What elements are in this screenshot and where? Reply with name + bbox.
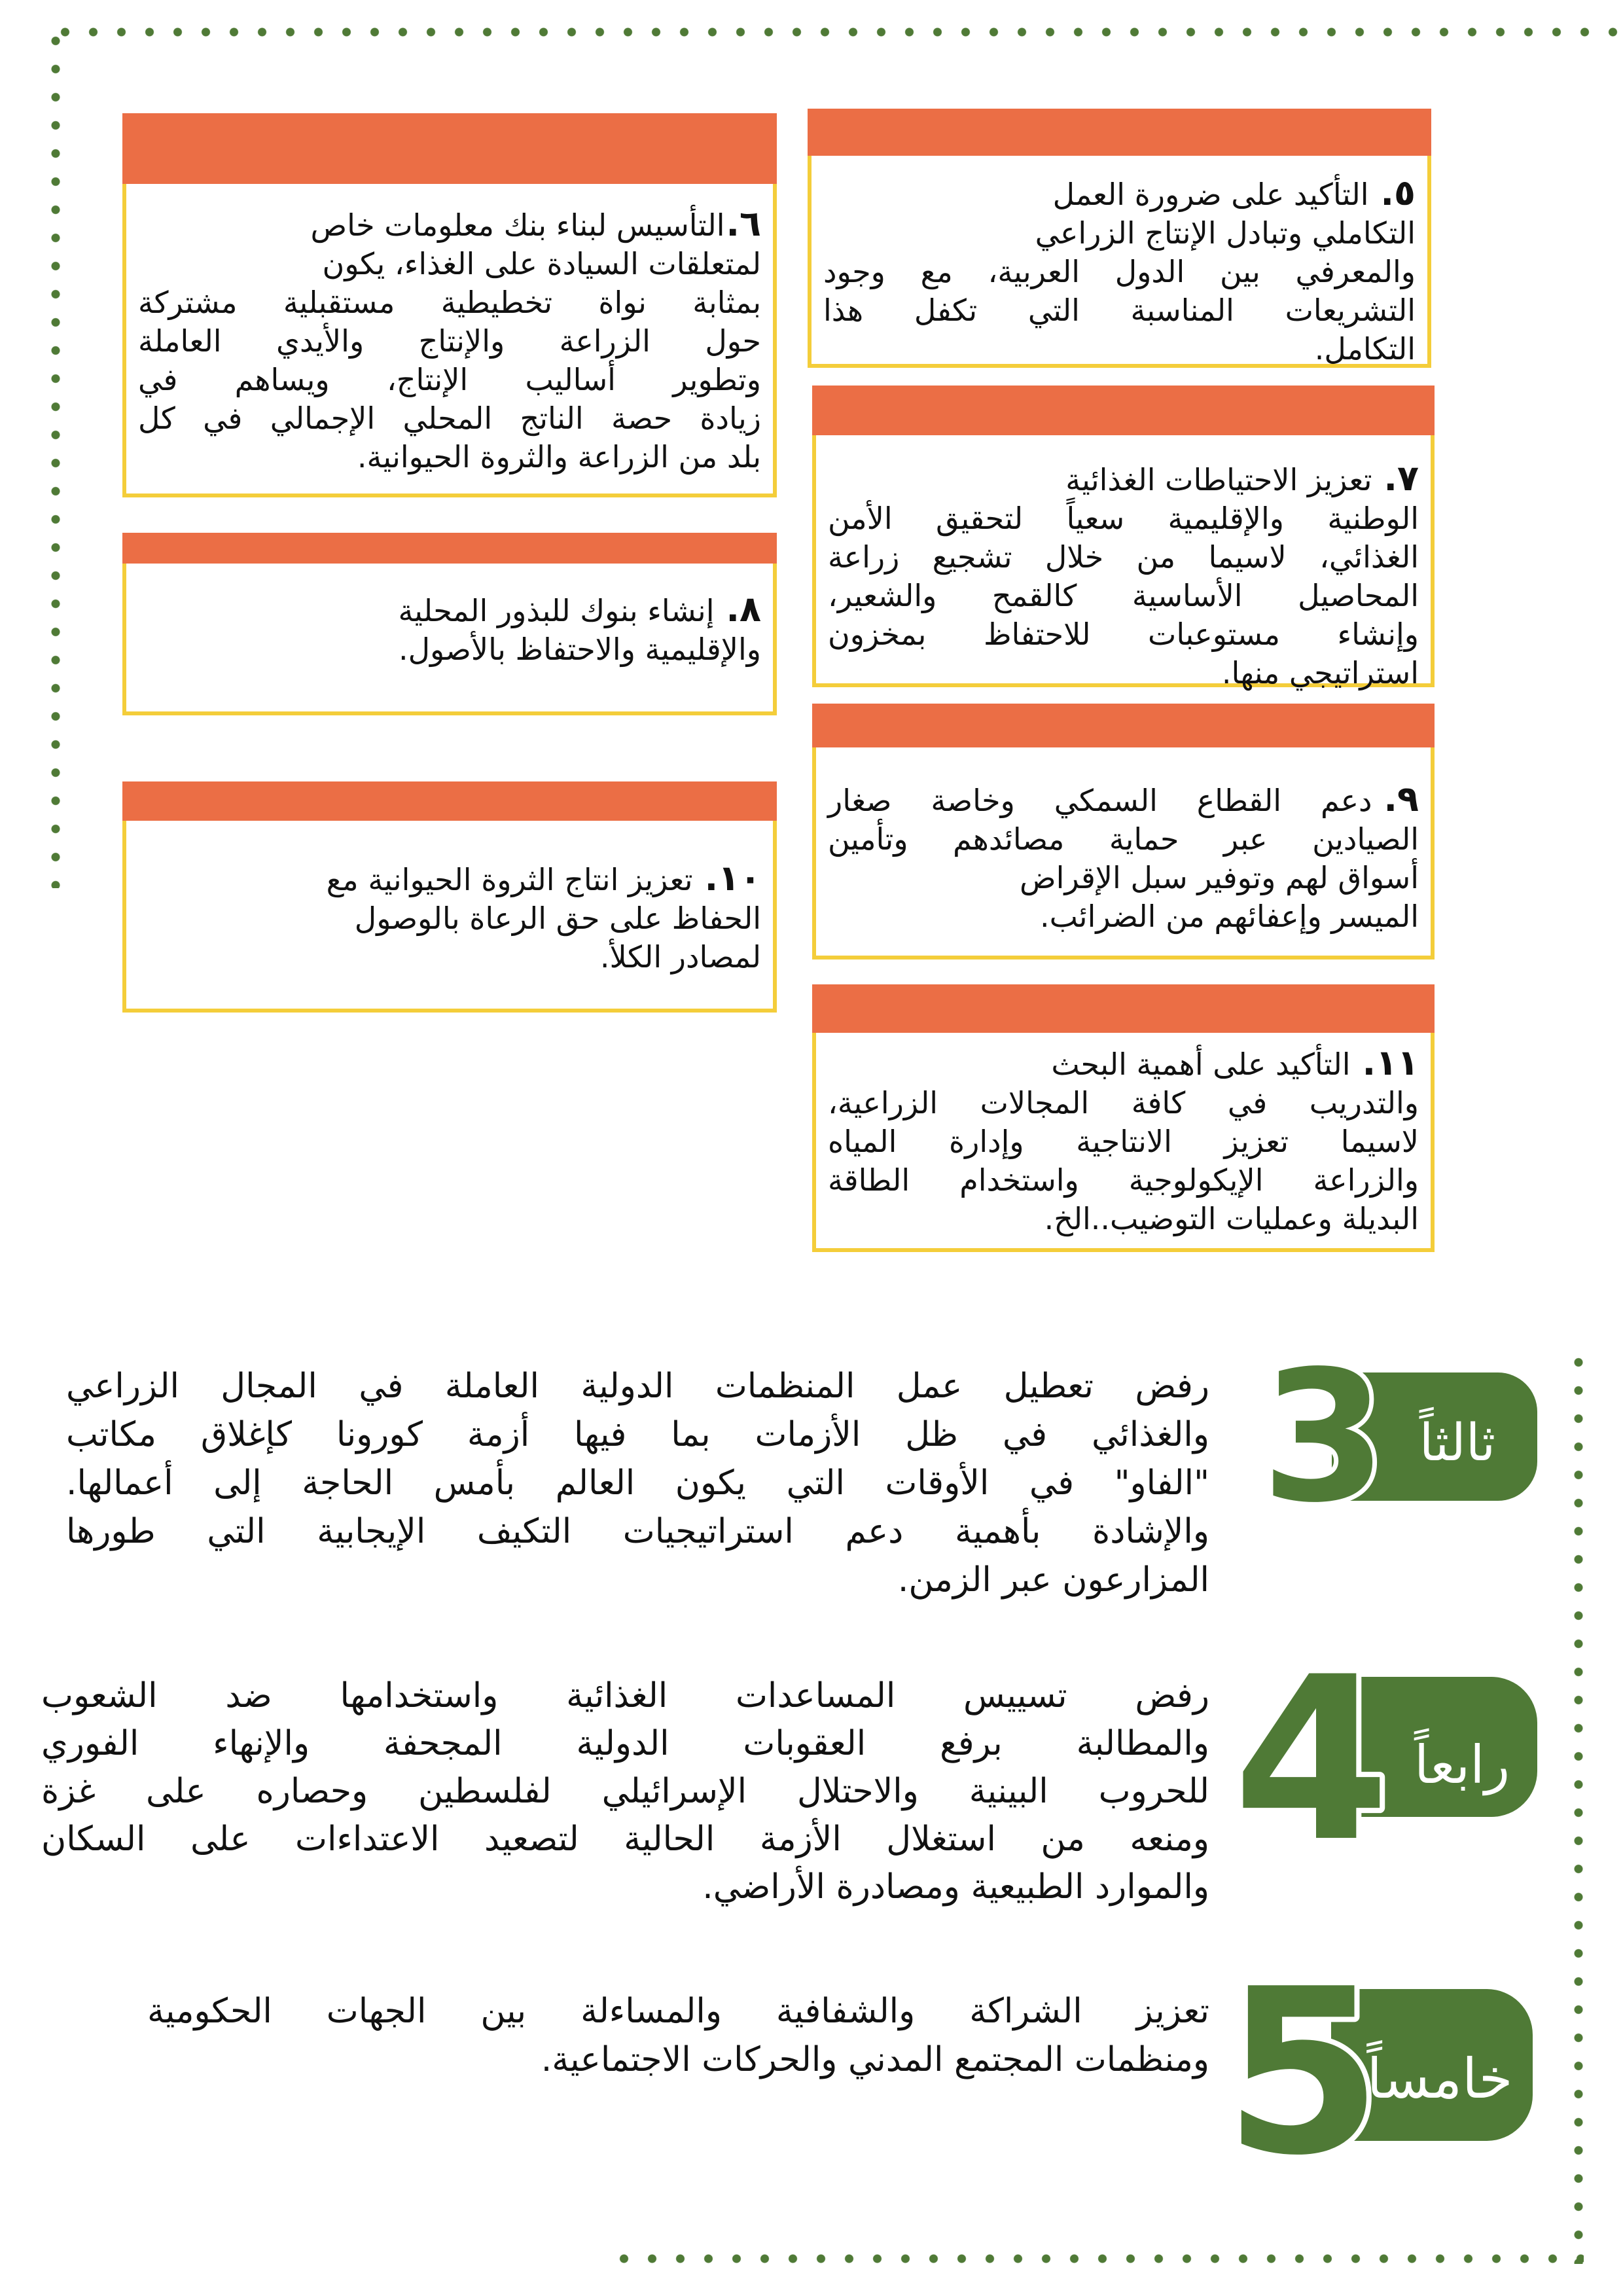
box-line: الحفاظ على حق الرعاة بالوصول <box>354 901 761 936</box>
badge-graphic <box>1233 1629 1537 1892</box>
badge-label: ثالثاً <box>1419 1414 1496 1473</box>
box-line: والمعرفي بين الدول العربية، مع وجود <box>823 254 1416 289</box>
box-header-bar <box>808 109 1431 156</box>
box-header-bar <box>812 704 1435 747</box>
dotted-border-bottom <box>610 2253 1584 2264</box>
box-line-text: تعزيز الاحتياطات الغذائية <box>1065 462 1372 497</box>
recommendation-box-5 <box>808 109 1431 368</box>
box-line-text: التأكيد على أهمية البحث <box>1051 1047 1351 1082</box>
section-badge-third <box>1261 1333 1537 1543</box>
recommendation-box-7 <box>812 386 1435 691</box>
box-line: بمثابة نواة تخطيطية مستقبلية مشتركة <box>138 285 761 320</box>
box-body <box>812 747 1435 960</box>
box-header-bar <box>122 533 777 564</box>
badge-graphic <box>1261 1333 1537 1543</box>
section-line: والمطالبة برفع العقوبات الدولية المجحفة والإنهاء الفوري <box>41 1724 1209 1763</box>
badge-number: 4 <box>1233 1629 1391 1892</box>
section-line: المزارعون عبر الزمن. <box>897 1560 1209 1600</box>
box-body <box>808 156 1431 368</box>
section-fourth-text <box>41 1672 1209 1911</box>
section-line: تعزيز الشراكة والشفافية والمساءلة بين الجهات الحكومية <box>147 1992 1209 2031</box>
box-body <box>122 184 777 497</box>
box-line: التشريعات المناسبة التي تكفل هذا <box>823 293 1416 328</box>
section-line: رفض تعطيل عمل المنظمات الدولية العاملة في المجال الزراعي <box>66 1367 1209 1406</box>
item-number: ١١. <box>1362 1042 1419 1083</box>
box-line: لاسيما تعزيز الانتاجية وإدارة المياه <box>828 1124 1419 1159</box>
box-line: حول الزراعة والإنتاج والأيدي العاملة <box>138 323 761 359</box>
item-number: ٩. <box>1383 778 1419 819</box>
box-body <box>812 1033 1435 1252</box>
box-line: التكاملي وتبادل الإنتاج الزراعي <box>1035 215 1416 251</box>
box-line-text: تعزيز انتاج الثروة الحيوانية مع <box>326 862 693 897</box>
box-line: وإنشاء مستوعبات للاحتفاظ بمخزون <box>828 617 1419 652</box>
box-line: والإقليمية والاحتفاظ بالأصول. <box>399 632 761 667</box>
box-line: والزراعة الإيكولوجية واستخدام الطاقة <box>828 1162 1419 1198</box>
box-line <box>828 1043 1419 1084</box>
box-line-text: إنشاء بنوك للبذور المحلية <box>398 593 715 628</box>
box-line: أسواق لهم وتوفير سبل الإقراض <box>1020 860 1419 895</box>
section-line: ومنظمات المجتمع المدني والحركات الاجتماعية. <box>541 2040 1209 2079</box>
box-line <box>138 859 761 899</box>
item-number: ٥. <box>1380 172 1416 213</box>
box-line: وتطوير أساليب الإنتاج، ويساهم في <box>138 362 761 397</box>
box-line-text: التأسيس لبناء بنك معلومات خاص <box>310 207 725 243</box>
item-number: ٧. <box>1383 457 1419 499</box>
badge-number: 5 <box>1224 1941 1383 2206</box>
dotted-border-right <box>1573 1348 1584 2264</box>
dotted-border-left <box>50 27 61 888</box>
section-line: رفض تسييس المساعدات الغذائية واستخدامها ضد الشعوب <box>41 1676 1209 1715</box>
section-fifth-text <box>147 1987 1209 2084</box>
box-line: الغذائي، لاسيما من خلال تشجيع زراعة <box>828 539 1419 575</box>
badge-label: خامساً <box>1366 2047 1513 2111</box>
box-line-text: التأكيد على ضرورة العمل <box>1052 177 1369 212</box>
item-number: ٦. <box>726 203 761 244</box>
section-line: والغذائي في ظل الأزمات بما فيها أزمة كورونا كإغلاق مكاتب <box>66 1415 1209 1454</box>
box-header-bar <box>812 386 1435 435</box>
box-body <box>122 564 777 715</box>
box-line-text: دعم القطاع السمكي وخاصة صغار <box>828 783 1372 818</box>
section-line: والموارد الطبيعية ومصادرة الأراضي. <box>702 1867 1209 1907</box>
box-line <box>138 590 761 630</box>
box-line <box>828 459 1419 499</box>
section-line: للحروب البينية والاحتلال الإسرائيلي لفلسطين وحصاره على غزة <box>41 1772 1209 1811</box>
box-line: الوطنية والإقليمية سعياً لتحقيق الأمن <box>828 501 1419 536</box>
box-line <box>138 204 761 245</box>
section-line: "الفاو" في الأوقات التي يكون العالم بأمس الحاجة إلى أعمالها. <box>66 1463 1209 1503</box>
recommendation-box-8 <box>122 533 777 715</box>
box-line: البديلة وعمليات التوضيب..الخ. <box>1044 1201 1419 1236</box>
box-header-bar <box>122 113 777 184</box>
recommendation-box-10 <box>122 781 777 1013</box>
badge-graphic <box>1224 1941 1533 2206</box>
box-line <box>828 780 1419 820</box>
box-line: والتدريب في كافة المجالات الزراعية، <box>828 1085 1419 1121</box>
recommendation-box-9 <box>812 704 1435 960</box>
box-line: التكامل. <box>1314 331 1416 367</box>
section-line: والإشادة بأهمية دعم استراتيجيات التكيف الإيجابية التي طورها <box>66 1512 1209 1551</box>
box-line: الميسر وإعفائهم من الضرائب. <box>1040 899 1419 934</box>
recommendation-box-6 <box>122 113 777 497</box>
box-line: المحاصيل الأساسية كالقمح والشعير، <box>828 578 1419 613</box>
box-header-bar <box>812 984 1435 1033</box>
section-badge-fifth <box>1224 1941 1533 2206</box>
dotted-border-top <box>51 27 1623 37</box>
item-number: ١٠. <box>704 857 761 899</box>
box-line: لمتعلقات السيادة على الغذاء، يكون <box>322 246 761 281</box>
box-line: لمصادر الكلأ. <box>599 939 761 975</box>
section-third-text <box>66 1362 1209 1604</box>
badge-number: 3 <box>1261 1333 1387 1543</box>
badge-label: رابعاً <box>1414 1734 1510 1795</box>
box-body <box>122 821 777 1013</box>
box-line: استراتيجي منها. <box>1221 655 1419 691</box>
recommendation-box-11 <box>812 984 1435 1252</box>
box-line <box>823 173 1416 214</box>
box-line: بلد من الزراعة والثروة الحيوانية. <box>357 439 761 475</box>
item-number: ٨. <box>726 588 761 630</box>
box-header-bar <box>122 781 777 821</box>
section-line: ومنعه من استغلال الأزمة الحالية لتصعيد الاعتداءات على السكان <box>41 1820 1209 1859</box>
box-line: زيادة حصة الناتج المحلي الإجمالي في كل <box>138 401 761 436</box>
box-line: الصيادين عبر حماية مصائدهم وتأمين <box>828 821 1419 857</box>
box-body <box>812 435 1435 691</box>
section-badge-fourth <box>1233 1629 1537 1892</box>
